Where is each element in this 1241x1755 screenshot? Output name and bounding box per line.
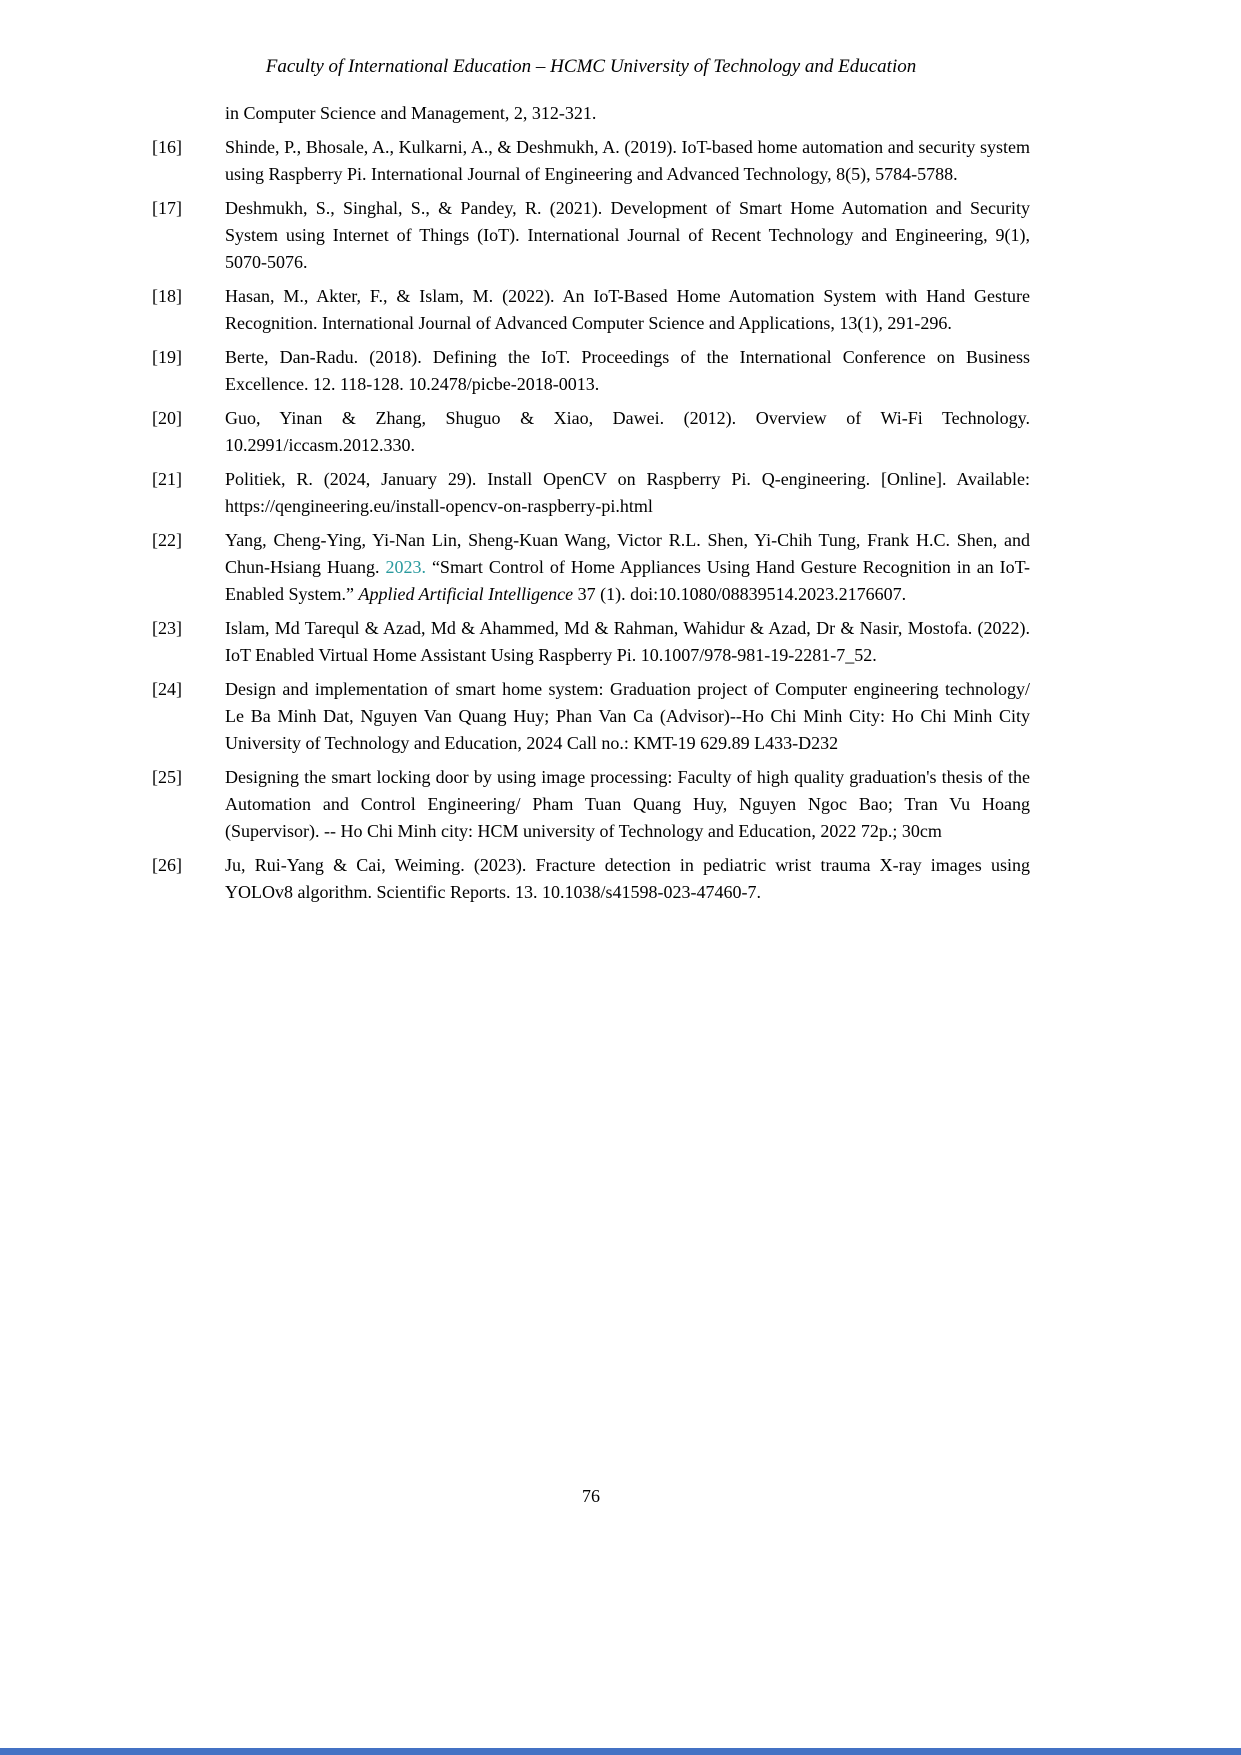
page-number: 76 [582,1486,600,1506]
reference-segment: Islam, Md Tarequl & Azad, Md & Ahammed, Md & Rahman, Wahidur & Azad, Dr & Nasir, Mostofa. (2022). IoT Enabled Virtual Home Assistant Using Raspberry Pi. 10.1007/978-981-19-2281-7_52. [225,618,1030,665]
page-header [152,55,1030,79]
reference-item [152,676,1030,757]
reference-segment: Shinde, P., Bhosale, A., Kulkarni, A., & Deshmukh, A. (2019). IoT-based home automation and security system using Raspberry Pi. International Journal of Engineering and Advanced Technology, 8(5), 5784-5788. [225,137,1030,184]
references-content [152,100,1030,913]
reference-text [225,527,1030,608]
reference-number: [22] [152,530,182,550]
reference-segment: Hasan, M., Akter, F., & Islam, M. (2022). An IoT-Based Home Automation System with Hand Gesture Recognition. International Journal of Advanced Computer Science and Applications, 13(1), 291-296. [225,286,1030,333]
reference-item [152,764,1030,845]
reference-item [152,615,1030,669]
reference-item [152,852,1030,906]
reference-number: [20] [152,408,182,428]
reference-text [225,344,1030,398]
reference-segment: Ju, Rui-Yang & Cai, Weiming. (2023). Fracture detection in pediatric wrist trauma X-ray images using YOLOv8 algorithm. Scientific Reports. 13. 10.1038/s41598-023-47460-7. [225,855,1030,902]
reference-number: [19] [152,347,182,367]
reference-item [152,527,1030,608]
reference-number: [24] [152,679,182,699]
reference-segment: Yang, Cheng-Ying, Yi-Nan Lin, Sheng-Kuan Wang, Victor R.L. Shen, Yi-Chih Tung, Frank H.C. Shen, and Chun-Hsiang Huang. [225,530,1030,577]
bottom-window-bar [0,1748,1241,1755]
reference-number: [18] [152,286,182,306]
reference-item [152,344,1030,398]
reference-text [225,676,1030,757]
reference-segment: Designing the smart locking door by using image processing: Faculty of high quality graduation's thesis of the Automation and Control Engineering/ Pham Tuan Quang Huy, Nguyen Ngoc Bao; Tran Vu Hoang (Supervisor). -- Ho Chi Minh city: HCM university of Technology and Education, 2022 72p.; 30cm [225,767,1030,841]
reference-segment: Design and implementation of smart home system: Graduation project of Computer engineering technology/ Le Ba Minh Dat, Nguyen Van Quang Huy; Phan Van Ca (Advisor)--Ho Chi Minh City: Ho Chi Minh City University of Technology and Education, 2024 Call no.: KMT-19 629.89 L433-D232 [225,679,1030,753]
reference-number: [21] [152,469,182,489]
reference-segment: Deshmukh, S., Singhal, S., & Pandey, R. (2021). Development of Smart Home Automation and Security System using Internet of Things (IoT). International Journal of Recent Technology and Engineering, 9(1), 5070-5076. [225,198,1030,272]
reference-list [152,134,1030,906]
reference-number: [16] [152,137,182,157]
reference-segment: Applied Artificial Intelligence [358,584,574,604]
reference-text [225,615,1030,669]
continuation-line: in Computer Science and Management, 2, 312-321. [225,103,597,123]
reference-text [225,852,1030,906]
reference-number: [17] [152,198,182,218]
reference-item [152,405,1030,459]
reference-item [152,134,1030,188]
reference-text [225,466,1030,520]
reference-text [225,195,1030,276]
reference-text [225,405,1030,459]
reference-segment: Guo, Yinan & Zhang, Shuguo & Xiao, Dawei. (2012). Overview of Wi-Fi Technology. 10.2991/iccasm.2012.330. [225,408,1030,455]
reference-segment: “Smart Control of Home Appliances Using Hand Gesture Recognition in an IoT-Enabled System.” [225,557,1030,604]
reference-segment: 37 (1). doi:10.1080/08839514.2023.2176607. [573,584,907,604]
reference-text [225,764,1030,845]
reference-text [225,134,1030,188]
reference-segment: Berte, Dan-Radu. (2018). Defining the IoT. Proceedings of the International Conference on Business Excellence. 12. 118-128. 10.2478/picbe-2018-0013. [225,347,1030,394]
reference-segment: Politiek, R. (2024, January 29). Install OpenCV on Raspberry Pi. Q-engineering. [Online]. Available: https://qengineering.eu/install-opencv-on-raspberry-pi.html [225,469,1030,516]
reference-item [152,283,1030,337]
reference-segment: 2023. [385,557,426,577]
reference-number: [23] [152,618,182,638]
reference-text [225,283,1030,337]
header-title: Faculty of International Education – HCMC University of Technology and Education [265,56,917,77]
reference-item [152,195,1030,276]
reference-number: [25] [152,767,182,787]
reference-number: [26] [152,855,182,875]
reference-item [152,466,1030,520]
